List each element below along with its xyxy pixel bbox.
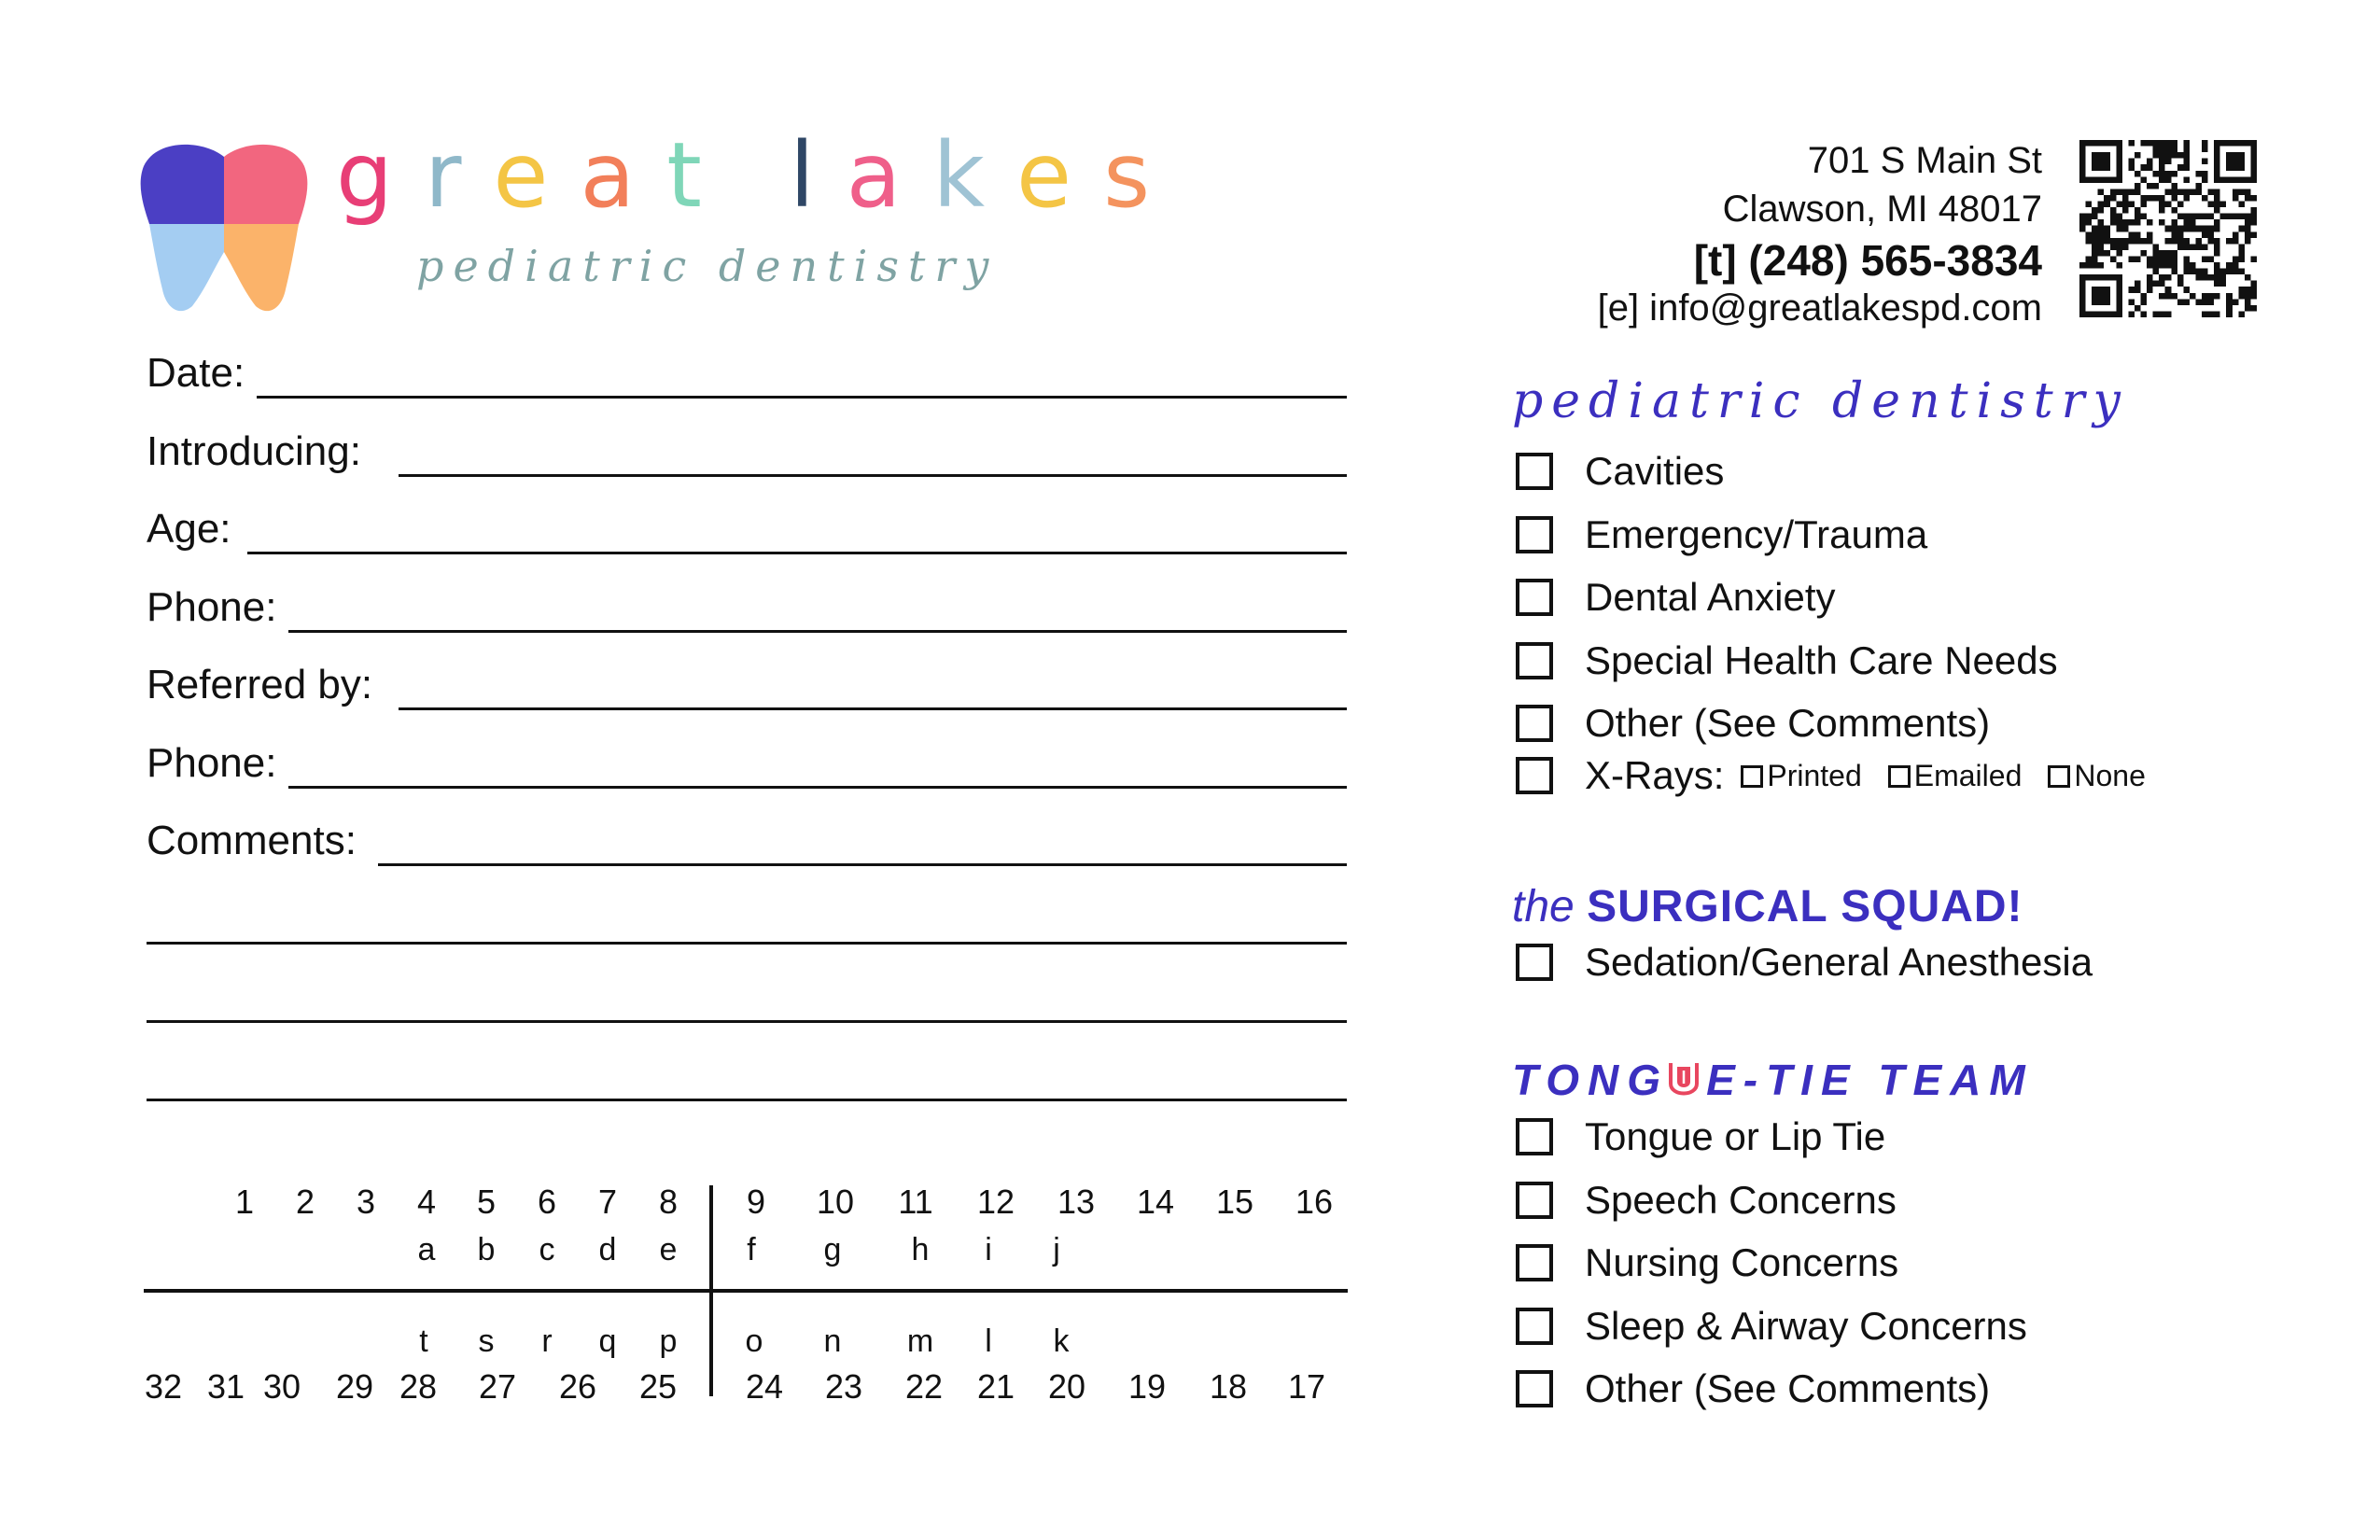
tooth-chart-vertical-divider xyxy=(709,1185,713,1396)
tooth-number[interactable]: 30 xyxy=(262,1367,301,1406)
tooth-number[interactable]: 20 xyxy=(1047,1367,1086,1406)
tooth-letter[interactable]: a xyxy=(417,1232,436,1267)
checkbox-label: Emergency/Trauma xyxy=(1585,511,1928,556)
tooth-top-left xyxy=(141,145,224,224)
tooth-number[interactable]: 25 xyxy=(638,1367,678,1406)
checkbox[interactable] xyxy=(1516,642,1553,679)
emailed-label: Emailed xyxy=(1913,758,2023,792)
xray-option-none[interactable] xyxy=(2048,759,2146,793)
field-label: Phone: xyxy=(147,740,277,786)
tooth-number[interactable]: 26 xyxy=(558,1367,597,1406)
none-checkbox[interactable] xyxy=(2048,765,2070,788)
brand-letter: s xyxy=(1103,123,1183,228)
xray-label: X-Rays: xyxy=(1585,753,1725,797)
brand-letter: t xyxy=(666,123,734,228)
tooth-number[interactable]: 11 xyxy=(898,1183,933,1221)
surgical-heading xyxy=(1512,882,2023,931)
field-label: Comments: xyxy=(147,818,357,863)
checkbox[interactable] xyxy=(1516,1308,1553,1345)
tooth-number[interactable]: 27 xyxy=(478,1367,517,1406)
printed-label: Printed xyxy=(1767,758,1862,792)
brand-letter: l xyxy=(789,123,847,228)
xray-checkbox[interactable] xyxy=(1516,757,1553,794)
emailed-checkbox[interactable] xyxy=(1888,765,1911,788)
tooth-letter[interactable]: n xyxy=(823,1323,842,1359)
contact-city: Clawson, MI 48017 xyxy=(1722,189,2042,230)
tooth-number[interactable]: 10 xyxy=(816,1183,855,1221)
tooth-number[interactable]: 28 xyxy=(399,1367,438,1406)
field-label: Age: xyxy=(147,506,231,552)
tooth-letter[interactable]: p xyxy=(659,1323,678,1359)
field-input-line[interactable] xyxy=(288,786,1347,789)
checkbox[interactable] xyxy=(1516,516,1553,553)
tooth-bottom-left xyxy=(149,224,224,311)
brand-letter: a xyxy=(580,123,667,228)
surgical-heading-main: SURGICAL SQUAD! xyxy=(1587,882,2023,931)
checklist-row[interactable] xyxy=(1516,701,1991,745)
contact-phone: [t] (248) 565-3834 xyxy=(1693,236,2042,285)
tooth-number[interactable]: 29 xyxy=(335,1367,374,1406)
field-input-line[interactable] xyxy=(247,552,1347,554)
checkbox-label: Sleep & Airway Concerns xyxy=(1585,1303,2027,1348)
tooth-number[interactable]: 14 xyxy=(1136,1183,1175,1221)
tooth-letter[interactable]: h xyxy=(911,1232,930,1267)
tooth-logo-icon xyxy=(138,140,311,313)
checkbox-label: Nursing Concerns xyxy=(1585,1240,1899,1284)
checkbox-label: Sedation/General Anesthesia xyxy=(1585,940,2093,984)
pediatric-heading: pediatric dentistry xyxy=(1512,373,2129,429)
brand-letter: r xyxy=(424,123,494,228)
field-input-line[interactable] xyxy=(257,396,1347,399)
field-label: Phone: xyxy=(147,584,277,630)
tooth-number[interactable]: 19 xyxy=(1127,1367,1167,1406)
checkbox-label: Other (See Comments) xyxy=(1585,701,1991,745)
tooth-number[interactable]: 24 xyxy=(745,1367,784,1406)
checkbox[interactable] xyxy=(1516,1370,1553,1407)
tooth-number[interactable]: 3 xyxy=(356,1183,376,1221)
checkbox[interactable] xyxy=(1516,1182,1553,1219)
checkbox[interactable] xyxy=(1516,705,1553,742)
field-label: Date: xyxy=(147,350,245,396)
field-label: Introducing: xyxy=(147,428,361,474)
checkbox-label: Other (See Comments) xyxy=(1585,1366,1991,1410)
tooth-number[interactable]: 21 xyxy=(976,1367,1015,1406)
xray-option-printed[interactable] xyxy=(1741,759,1861,793)
tooth-number[interactable]: 9 xyxy=(746,1183,766,1221)
tooth-letter[interactable]: f xyxy=(747,1232,756,1267)
tongue-icon xyxy=(1665,1059,1702,1100)
checklist-row[interactable] xyxy=(1516,1114,1886,1158)
tooth-letter[interactable]: i xyxy=(985,1232,992,1267)
tooth-letter[interactable]: s xyxy=(478,1323,495,1359)
checklist-row[interactable] xyxy=(1516,1177,1897,1222)
brand-letter: g xyxy=(336,123,425,228)
checklist-row[interactable] xyxy=(1516,637,2058,682)
checkbox[interactable] xyxy=(1516,453,1553,490)
brand-tagline: pediatric dentistry xyxy=(416,241,999,291)
xray-row xyxy=(1516,753,2146,797)
tooth-number[interactable]: 6 xyxy=(537,1183,557,1221)
tooth-letter[interactable]: t xyxy=(419,1323,428,1359)
tooth-letter[interactable]: o xyxy=(745,1323,763,1359)
tooth-number[interactable]: 23 xyxy=(824,1367,863,1406)
tooth-number[interactable]: 12 xyxy=(976,1183,1015,1221)
checkbox[interactable] xyxy=(1516,1118,1553,1155)
comments-line[interactable] xyxy=(147,942,1347,945)
field-input-line[interactable] xyxy=(288,630,1347,633)
tooth-bottom-right xyxy=(224,224,299,311)
field-input-line[interactable] xyxy=(399,474,1347,477)
tooth-number[interactable]: 15 xyxy=(1215,1183,1254,1221)
tooth-number[interactable]: 13 xyxy=(1057,1183,1096,1221)
field-input-line[interactable] xyxy=(399,707,1347,710)
printed-checkbox[interactable] xyxy=(1741,765,1763,788)
tongue-heading-part2: E-TIE TEAM xyxy=(1706,1056,2034,1104)
tooth-letter[interactable]: k xyxy=(1053,1323,1070,1359)
brand-letter: a xyxy=(846,123,933,228)
comments-line[interactable] xyxy=(147,1020,1347,1023)
tooth-number[interactable]: 2 xyxy=(295,1183,315,1221)
contact-email[interactable]: [e] info@greatlakespd.com xyxy=(1597,287,2042,329)
tooth-number[interactable]: 32 xyxy=(144,1367,183,1406)
checklist-row[interactable] xyxy=(1516,1366,1991,1410)
xray-option-emailed[interactable] xyxy=(1888,759,2023,793)
qr-code-icon[interactable] xyxy=(2079,140,2257,317)
checklist-row[interactable] xyxy=(1516,575,1836,619)
field-label: Referred by: xyxy=(147,662,373,707)
tooth-number[interactable]: 7 xyxy=(597,1183,618,1221)
tooth-number[interactable]: 22 xyxy=(904,1367,944,1406)
tooth-number[interactable]: 31 xyxy=(206,1367,245,1406)
tooth-number[interactable]: 4 xyxy=(416,1183,437,1221)
tooth-number[interactable]: 5 xyxy=(476,1183,497,1221)
checklist-row[interactable] xyxy=(1516,511,1928,556)
tooth-letter[interactable]: m xyxy=(906,1323,934,1359)
tooth-chart-horizontal-divider xyxy=(144,1289,1348,1293)
tongue-heading-part1: TONG xyxy=(1512,1056,1670,1104)
tooth-top-right xyxy=(224,145,307,224)
brand-letter: k xyxy=(932,123,1017,228)
checkbox-label: Special Health Care Needs xyxy=(1585,637,2058,682)
contact-street: 701 S Main St xyxy=(1807,140,2042,181)
surgical-heading-prefix: the xyxy=(1512,882,1575,931)
tooth-number[interactable]: 1 xyxy=(234,1183,255,1221)
checklist-row[interactable] xyxy=(1516,1303,2027,1348)
tooth-letter[interactable]: r xyxy=(541,1323,553,1359)
tooth-number[interactable]: 16 xyxy=(1295,1183,1334,1221)
checkbox-label: Dental Anxiety xyxy=(1585,575,1836,619)
tooth-letter[interactable]: b xyxy=(477,1232,496,1267)
checklist-row[interactable] xyxy=(1516,449,1725,493)
tooth-number[interactable]: 17 xyxy=(1287,1367,1326,1406)
checklist-row[interactable] xyxy=(1516,1240,1899,1284)
field-input-line[interactable] xyxy=(378,863,1347,866)
tooth-letter[interactable]: c xyxy=(539,1232,555,1267)
tongue-heading xyxy=(1512,1056,2034,1104)
brand-letter: e xyxy=(493,123,581,228)
comments-line[interactable] xyxy=(147,1099,1347,1101)
checklist-row[interactable] xyxy=(1516,940,2093,984)
brand-name xyxy=(336,123,1183,228)
checkbox[interactable] xyxy=(1516,944,1553,981)
tooth-number[interactable]: 18 xyxy=(1209,1367,1248,1406)
tooth-letter[interactable]: j xyxy=(1053,1232,1060,1267)
none-label: None xyxy=(2074,758,2146,792)
checkbox-label: Tongue or Lip Tie xyxy=(1585,1114,1886,1158)
brand-letter: e xyxy=(1016,123,1104,228)
checkbox-label: Cavities xyxy=(1585,449,1725,493)
checkbox[interactable] xyxy=(1516,1244,1553,1281)
checkbox-label: Speech Concerns xyxy=(1585,1177,1897,1222)
tooth-letter[interactable]: g xyxy=(823,1232,842,1267)
tooth-letter[interactable]: d xyxy=(598,1232,617,1267)
tooth-number[interactable]: 8 xyxy=(658,1183,679,1221)
tooth-letter[interactable]: e xyxy=(659,1232,678,1267)
tooth-letter[interactable]: l xyxy=(985,1323,992,1359)
checkbox[interactable] xyxy=(1516,579,1553,616)
tooth-letter[interactable]: q xyxy=(598,1323,617,1359)
